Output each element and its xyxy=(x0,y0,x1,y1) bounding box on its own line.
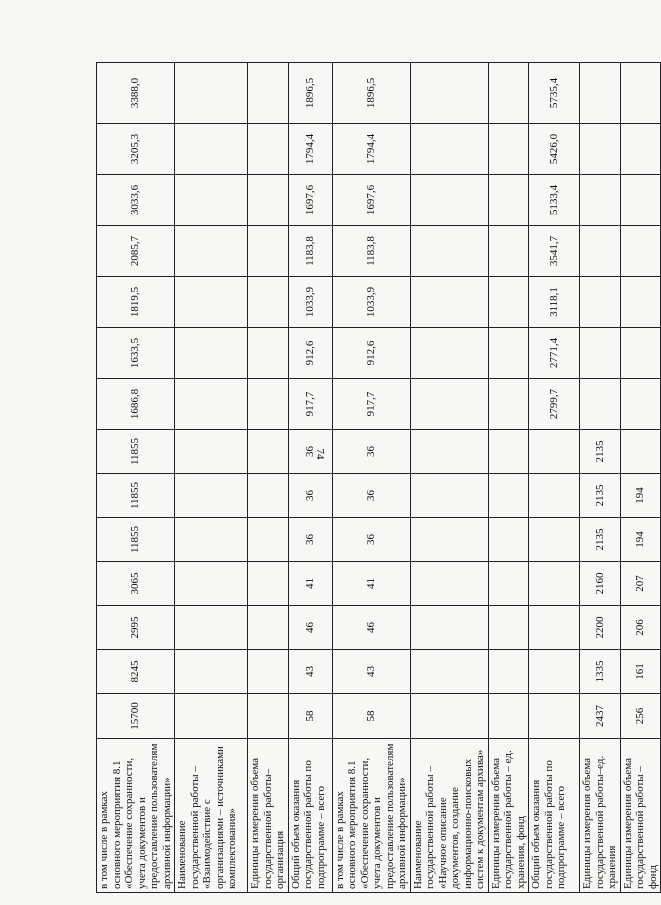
value-cell: 11855 xyxy=(97,430,175,474)
value-cell: 36 xyxy=(288,430,332,474)
value-cell: 1686,8 xyxy=(97,379,175,430)
value-cell: 15700 xyxy=(97,694,175,739)
row-label: Наименование государственной работы – «Взаимодействие с организациями – источниками комплектования» xyxy=(175,739,248,893)
value-cell: 58 xyxy=(288,694,332,739)
value-cell: 3541,7 xyxy=(529,226,580,277)
value-cell: 1033,9 xyxy=(332,277,410,328)
value-cell: 3118,1 xyxy=(529,277,580,328)
row-label: Единицы измерения объема государственной работы–ед. хранения xyxy=(580,739,621,893)
value-cell: 1033,9 xyxy=(288,277,332,328)
value-cell xyxy=(175,175,248,226)
value-cell xyxy=(488,379,529,430)
value-cell: 41 xyxy=(332,562,410,606)
value-cell: 36 xyxy=(288,518,332,562)
value-cell: 161 xyxy=(620,650,661,694)
value-cell xyxy=(410,379,488,430)
row-label: Единицы измерения объема государственной работы – ед. хранения, фонд xyxy=(488,739,529,893)
value-cell: 41 xyxy=(288,562,332,606)
value-cell: 8245 xyxy=(97,650,175,694)
value-cell xyxy=(488,562,529,606)
rotated-table-wrapper xyxy=(96,63,659,893)
value-cell xyxy=(580,175,621,226)
value-cell xyxy=(175,474,248,518)
value-cell xyxy=(620,124,661,175)
value-cell xyxy=(175,430,248,474)
table-row xyxy=(410,63,488,893)
value-cell xyxy=(175,562,248,606)
value-cell xyxy=(580,63,621,124)
value-cell xyxy=(529,650,580,694)
value-cell xyxy=(175,694,248,739)
row-label: в том числе в рамках основного мероприятия 8.1 «Обеспечение сохранности, учета документов и предоставление пользователям архивной информации» xyxy=(332,739,410,893)
value-cell xyxy=(248,124,289,175)
value-cell xyxy=(488,650,529,694)
value-cell xyxy=(248,606,289,650)
table-row xyxy=(580,63,621,893)
value-cell xyxy=(410,277,488,328)
value-cell: 2771,4 xyxy=(529,328,580,379)
value-cell: 43 xyxy=(332,650,410,694)
value-cell xyxy=(248,226,289,277)
value-cell xyxy=(529,474,580,518)
value-cell xyxy=(580,379,621,430)
value-cell xyxy=(529,694,580,739)
value-cell: 36 xyxy=(332,518,410,562)
value-cell: 194 xyxy=(620,518,661,562)
row-label: Единицы измерения объема государственной работы–организация xyxy=(248,739,289,893)
value-cell xyxy=(620,379,661,430)
table-row xyxy=(97,63,175,893)
value-cell xyxy=(620,175,661,226)
value-cell: 1896,5 xyxy=(288,63,332,124)
table-row xyxy=(248,63,289,893)
table-row xyxy=(529,63,580,893)
value-cell xyxy=(620,430,661,474)
value-cell xyxy=(175,63,248,124)
value-cell: 1697,6 xyxy=(288,175,332,226)
value-cell xyxy=(175,650,248,694)
value-cell: 917,7 xyxy=(332,379,410,430)
value-cell: 206 xyxy=(620,606,661,650)
value-cell: 43 xyxy=(288,650,332,694)
value-cell xyxy=(248,277,289,328)
value-cell: 1633,5 xyxy=(97,328,175,379)
value-cell xyxy=(248,430,289,474)
value-cell: 3033,6 xyxy=(97,175,175,226)
value-cell xyxy=(410,63,488,124)
value-cell xyxy=(248,328,289,379)
data-table xyxy=(96,62,661,893)
value-cell xyxy=(529,562,580,606)
value-cell xyxy=(580,124,621,175)
value-cell xyxy=(248,379,289,430)
value-cell xyxy=(410,175,488,226)
value-cell xyxy=(410,124,488,175)
value-cell: 11855 xyxy=(97,518,175,562)
value-cell xyxy=(620,328,661,379)
value-cell xyxy=(488,518,529,562)
value-cell xyxy=(410,562,488,606)
value-cell xyxy=(248,562,289,606)
value-cell xyxy=(488,430,529,474)
value-cell xyxy=(488,226,529,277)
value-cell xyxy=(248,650,289,694)
value-cell: 36 xyxy=(332,474,410,518)
value-cell: 2135 xyxy=(580,430,621,474)
page-number: 74 xyxy=(314,448,326,460)
value-cell xyxy=(248,63,289,124)
value-cell: 1697,6 xyxy=(332,175,410,226)
value-cell: 36 xyxy=(288,474,332,518)
value-cell: 1794,4 xyxy=(332,124,410,175)
value-cell xyxy=(175,379,248,430)
row-label: в том числе в рамках основного мероприятия 8.1 «Обеспечение сохранности, учета документов и предоставление пользователям архивной информации» xyxy=(97,739,175,893)
value-cell xyxy=(248,175,289,226)
value-cell xyxy=(529,430,580,474)
value-cell xyxy=(488,606,529,650)
value-cell: 1794,4 xyxy=(288,124,332,175)
value-cell: 1183,8 xyxy=(288,226,332,277)
value-cell: 1896,5 xyxy=(332,63,410,124)
value-cell xyxy=(410,226,488,277)
value-cell: 2160 xyxy=(580,562,621,606)
value-cell: 11855 xyxy=(97,474,175,518)
value-cell: 5133,4 xyxy=(529,175,580,226)
value-cell: 256 xyxy=(620,694,661,739)
value-cell xyxy=(410,518,488,562)
value-cell xyxy=(529,518,580,562)
value-cell xyxy=(488,328,529,379)
value-cell: 2085,7 xyxy=(97,226,175,277)
value-cell: 1819,5 xyxy=(97,277,175,328)
value-cell: 3205,3 xyxy=(97,124,175,175)
value-cell xyxy=(529,606,580,650)
value-cell xyxy=(410,430,488,474)
row-label: Общий объем оказания государственной работы по подпрограмме – всего xyxy=(288,739,332,893)
value-cell xyxy=(410,650,488,694)
row-label: Единицы измерения объема государственной работы – фонд xyxy=(620,739,661,893)
value-cell: 2200 xyxy=(580,606,621,650)
value-cell: 3065 xyxy=(97,562,175,606)
value-cell: 1183,8 xyxy=(332,226,410,277)
value-cell: 2995 xyxy=(97,606,175,650)
value-cell: 36 xyxy=(332,430,410,474)
value-cell xyxy=(620,63,661,124)
row-label: Общий объем оказания государственной работы по подпрограмме – всего xyxy=(529,739,580,893)
value-cell xyxy=(410,474,488,518)
value-cell: 1335 xyxy=(580,650,621,694)
row-label: Наименование государственной работы – «Научное описание документов, создание информационно-поисковых систем к документам архива» xyxy=(410,739,488,893)
value-cell xyxy=(488,124,529,175)
value-cell: 207 xyxy=(620,562,661,606)
value-cell: 2437 xyxy=(580,694,621,739)
value-cell: 2799,7 xyxy=(529,379,580,430)
table-row xyxy=(288,63,332,893)
value-cell: 912,6 xyxy=(288,328,332,379)
value-cell xyxy=(488,175,529,226)
value-cell xyxy=(175,226,248,277)
value-cell xyxy=(248,694,289,739)
value-cell xyxy=(488,63,529,124)
value-cell xyxy=(175,606,248,650)
value-cell xyxy=(580,277,621,328)
table-body xyxy=(97,63,661,893)
value-cell: 2135 xyxy=(580,518,621,562)
value-cell: 5426,0 xyxy=(529,124,580,175)
value-cell xyxy=(175,518,248,562)
value-cell: 46 xyxy=(288,606,332,650)
value-cell xyxy=(175,277,248,328)
value-cell xyxy=(410,606,488,650)
value-cell xyxy=(488,474,529,518)
value-cell: 912,6 xyxy=(332,328,410,379)
value-cell xyxy=(580,226,621,277)
value-cell: 46 xyxy=(332,606,410,650)
value-cell xyxy=(488,277,529,328)
table-row xyxy=(488,63,529,893)
value-cell: 58 xyxy=(332,694,410,739)
value-cell: 917,7 xyxy=(288,379,332,430)
value-cell xyxy=(248,474,289,518)
table-row xyxy=(620,63,661,893)
value-cell: 5735,4 xyxy=(529,63,580,124)
value-cell xyxy=(620,226,661,277)
value-cell xyxy=(175,124,248,175)
value-cell: 194 xyxy=(620,474,661,518)
value-cell xyxy=(248,518,289,562)
value-cell xyxy=(620,277,661,328)
table-row xyxy=(175,63,248,893)
value-cell xyxy=(410,694,488,739)
value-cell: 3388,0 xyxy=(97,63,175,124)
value-cell xyxy=(580,328,621,379)
value-cell xyxy=(175,328,248,379)
value-cell xyxy=(488,694,529,739)
table-row xyxy=(332,63,410,893)
value-cell xyxy=(410,328,488,379)
value-cell: 2135 xyxy=(580,474,621,518)
